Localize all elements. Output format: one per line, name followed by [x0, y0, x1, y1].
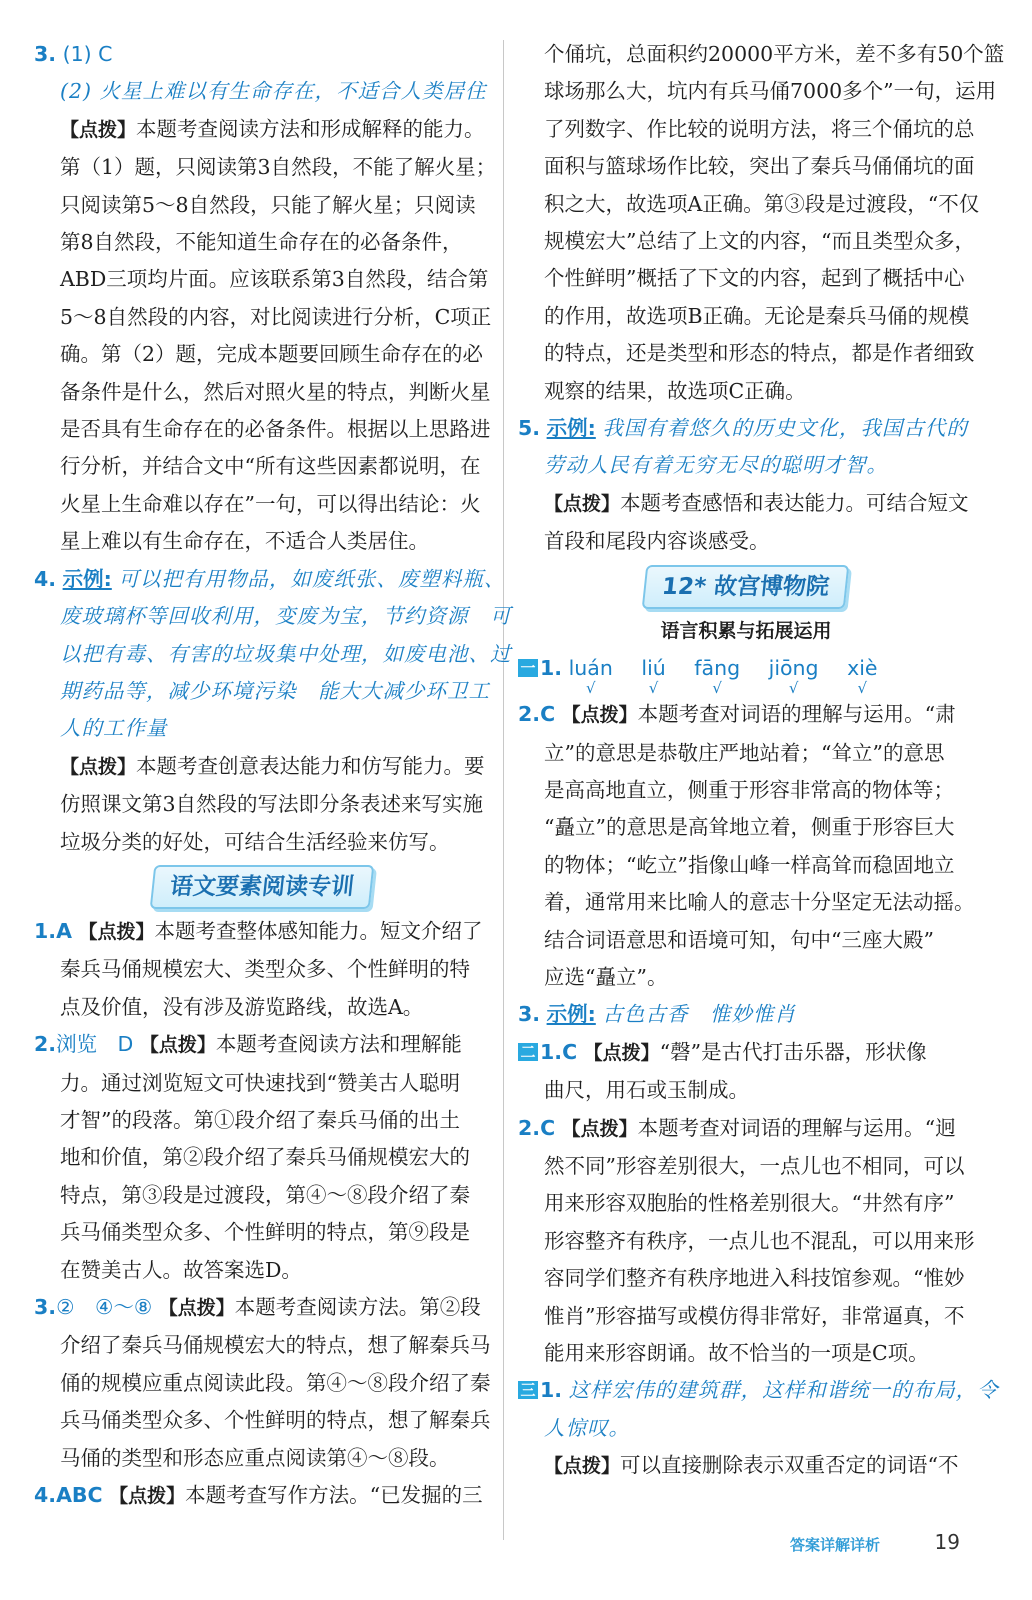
continued-line: 积之大，故选项A正确。第③段是过渡段，“不仅 — [544, 191, 980, 216]
page-number: 19 — [934, 1530, 960, 1554]
q5-answer-line: 劳动人民有着无穷无尽的聪明才智。 — [544, 453, 888, 478]
check-mark-icon: √ — [788, 679, 799, 698]
r3-line: 马俑的类型和形态应重点阅读第④～⑧段。 — [60, 1445, 450, 1470]
q3-tip-line: 5～8自然段的内容，对比阅读进行分析，C项正 — [60, 304, 492, 329]
s3q1-line: 三 1. 这样宏伟的建筑群，这样和谐统一的布局，令 — [518, 1372, 974, 1409]
section-one-mark: 一 — [518, 659, 538, 677]
q3-tip-line: 星上难以有生命存在，不适合人类居住。 — [60, 529, 429, 554]
left-column — [34, 36, 512, 1515]
continued-line: 观察的结果，故选项C正确。 — [544, 378, 806, 403]
s1q2-line: 立”的意思是恭敬庄严地站着；“耸立”的意思 — [544, 740, 945, 765]
q4-tip-line: 【点拨】本题考查创意表达能力和仿写能力。要 — [60, 753, 485, 778]
s1q2-line: 结合词语意思和语境可知，句中“三座大殿” — [544, 927, 934, 952]
section-three-mark: 三 — [518, 1381, 538, 1399]
r1-line: 1.A 【点拨】本题考查整体感知能力。短文介绍了 — [34, 918, 483, 943]
q3-tip-line: 备条件是什么，然后对照火星的特点，判断火星 — [60, 379, 491, 404]
continued-line: 个性鲜明”概括了下文的内容，起到了概括中心 — [544, 266, 965, 291]
r2-line: 在赞美古人。故答案选D。 — [60, 1257, 302, 1282]
check-mark-icon: √ — [712, 679, 722, 698]
section-banner: 语文要素阅读专训 — [34, 863, 490, 911]
lesson-title-banner: 12* 故宫博物院 — [518, 563, 974, 611]
r4-line: 4.ABC 【点拨】本题考查写作方法。“已发掘的三 — [34, 1483, 483, 1508]
continued-line: 的作用，故选项B正确。无论是秦兵马俑的规模 — [544, 303, 970, 328]
s2q2-line: 形容整齐有秩序，一点儿也不混乱，可以用来形 — [544, 1228, 975, 1253]
s1q2-line: 是高高地直立，侧重于形容非常高的物体等； — [544, 777, 954, 802]
q3-tip-line: 行分析，并结合文中“所有这些因素都说明，在 — [60, 454, 481, 479]
q3-tip-line: 【点拨】本题考查阅读方法和形成解释的能力。 — [60, 116, 485, 141]
r3-line: 3.② ④～⑧ 【点拨】本题考查阅读方法。第②段 — [34, 1295, 481, 1319]
right-column — [518, 36, 1005, 1486]
pinyin-item: luán √ — [569, 650, 613, 687]
r2-line: 力。通过浏览短文可快速找到“赞美古人聪明 — [60, 1070, 460, 1095]
s3q1-tip-line: 【点拨】可以直接删除表示双重否定的词语“不 — [544, 1453, 959, 1478]
pinyin-item: fāng √ — [694, 650, 740, 687]
q3-tip-line: 第（1）题，只阅读第3自然段，不能了解火星； — [60, 155, 497, 180]
s1q2-line: 2.C 【点拨】本题考查对词语的理解与运用。“肃 — [518, 702, 956, 727]
s2q1-line: 曲尺，用石或玉制成。 — [544, 1078, 749, 1103]
s1q2-line: 着，通常用来比喻人的意志十分坚定无法动摇。 — [544, 890, 975, 915]
r3-line: 俑的规模应重点阅读此段。第④～⑧段介绍了秦 — [60, 1370, 491, 1395]
s1-pinyin-line: 一 1. luán √ liú √ fāng √ jiōng √ xiè √ — [518, 650, 974, 696]
r1-line: 秦兵马俑规模宏大、类型众多、个性鲜明的特 — [60, 957, 470, 982]
q3-tip-line: 火星上生命难以存在”一句，可以得出结论：火 — [60, 491, 481, 516]
s1q2-line: “矗立”的意思是高耸地立着，侧重于形容巨大 — [544, 815, 955, 840]
continued-line: 个俑坑，总面积约20000平方米，差不多有50个篮 — [544, 42, 1005, 66]
q4-answer-line: 人的工作量 — [60, 716, 168, 741]
r1-line: 点及价值，没有涉及游览路线，故选A。 — [60, 994, 424, 1019]
column-divider — [503, 40, 504, 1540]
s1q2-line: 应选“矗立”。 — [544, 964, 668, 989]
section-two-mark: 二 — [518, 1043, 538, 1061]
continued-line: 了列数字、作比较的说明方法，将三个俑坑的总 — [544, 116, 975, 141]
s2q2-line: 用来形容双胞胎的性格差别很大。“井然有序” — [544, 1191, 955, 1216]
s1q2-line: 的物体；“屹立”指像山峰一样高耸而稳固地立 — [544, 852, 955, 877]
q4-tip-line: 仿照课文第3自然段的写法即分条表述来写实施 — [60, 792, 484, 817]
s2q2-line: 然不同”形容差别很大，一点儿也不相同，可以 — [544, 1153, 965, 1178]
page-footer — [790, 1528, 990, 1564]
continued-line: 的特点，还是类型和形态的特点，都是作者细致 — [544, 341, 975, 366]
q4-answer-line: 4. 示例: 可以把有用物品，如废纸张、废塑料瓶、 — [34, 566, 506, 591]
q3-tip-line: 确。第（2）题，完成本题要回顾生命存在的必 — [60, 342, 484, 367]
r2-line: 才智”的段落。第①段介绍了秦兵马俑的出土 — [60, 1107, 460, 1132]
s2q2-line: 2.C 【点拨】本题考查对词语的理解与运用。“迥 — [518, 1115, 956, 1140]
q3-part2-answer: (2) 火星上难以有生命存在，不适合人类居住 — [60, 79, 487, 104]
q5-answer-line: 5. 示例: 我国有着悠久的历史文化，我国古代的 — [518, 416, 968, 441]
subheading: 语言积累与拓展运用 — [660, 619, 832, 642]
check-mark-icon: √ — [857, 679, 868, 698]
check-mark-icon: √ — [648, 679, 659, 698]
r2-line: 特点，第③段是过渡段，第④～⑧段介绍了秦 — [60, 1182, 470, 1207]
s1q3-line: 3. 示例: 古色古香 惟妙惟肖 — [518, 1002, 796, 1027]
check-mark-icon: √ — [585, 679, 596, 698]
q3-tip-line: 第8自然段，不能知道生命存在的必备条件， — [60, 230, 463, 255]
q5-tip-line: 【点拨】本题考查感悟和表达能力。可结合短文 — [544, 490, 969, 515]
q3-part1: 3. (1) C — [34, 42, 113, 66]
q4-answer-line: 废玻璃杯等回收利用，变废为宝，节约资源 可 — [60, 604, 512, 629]
s2q2-line: 容同学们整齐有秩序地进入科技馆参观。“惟妙 — [544, 1266, 965, 1291]
r3-line: 兵马俑类型众多、个性鲜明的特点，想了解秦兵 — [60, 1408, 491, 1433]
pinyin-item: xiè √ — [847, 650, 877, 687]
r2-line: 兵马俑类型众多、个性鲜明的特点，第⑨段是 — [60, 1220, 470, 1245]
pinyin-item: jiōng √ — [769, 650, 819, 687]
q3-tip-line: 只阅读第5～8自然段，只能了解火星；只阅读 — [60, 192, 476, 217]
r3-line: 介绍了秦兵马俑规模宏大的特点，想了解秦兵马 — [60, 1333, 491, 1358]
q4-tip-line: 垃圾分类的好处，可结合生活经验来仿写。 — [60, 829, 450, 854]
continued-line: 面积与篮球场作比较，突出了秦兵马俑俑坑的面 — [544, 154, 975, 179]
s2q2-line: 惟肖”形容描写或模仿得非常好，非常逼真，不 — [544, 1303, 965, 1328]
continued-line: 球场那么大，坑内有兵马俑7000多个”一句，运用 — [544, 79, 997, 104]
q3-tip-line: 是否具有生命存在的必备条件。根据以上思路进 — [60, 417, 491, 442]
s2q2-line: 能用来形容朗诵。故不恰当的一项是C项。 — [544, 1341, 929, 1365]
footer-label: 答案详解详析 — [790, 1536, 881, 1554]
q3-tip-line: ABD三项均片面。应该联系第3自然段，结合第 — [60, 267, 489, 292]
r2-line: 地和价值，第②段介绍了秦兵马俑规模宏大的 — [60, 1145, 470, 1170]
pinyin-item: liú √ — [641, 650, 665, 687]
q4-answer-line: 以把有毒、有害的垃圾集中处理，如废电池、过 — [60, 641, 512, 666]
continued-line: 规模宏大”总结了上文的内容，“而且类型众多， — [544, 229, 975, 254]
r2-line: 2.浏览 D 【点拨】本题考查阅读方法和理解能 — [34, 1032, 462, 1057]
s2q1-line: 二 1.C 【点拨】“磬”是古代打击乐器，形状像 — [518, 1034, 974, 1072]
q4-answer-line: 期药品等，减少环境污染 能大大减少环卫工 — [60, 678, 490, 703]
s3q1-line: 人惊叹。 — [544, 1415, 630, 1440]
q5-tip-line: 首段和尾段内容谈感受。 — [544, 529, 770, 554]
